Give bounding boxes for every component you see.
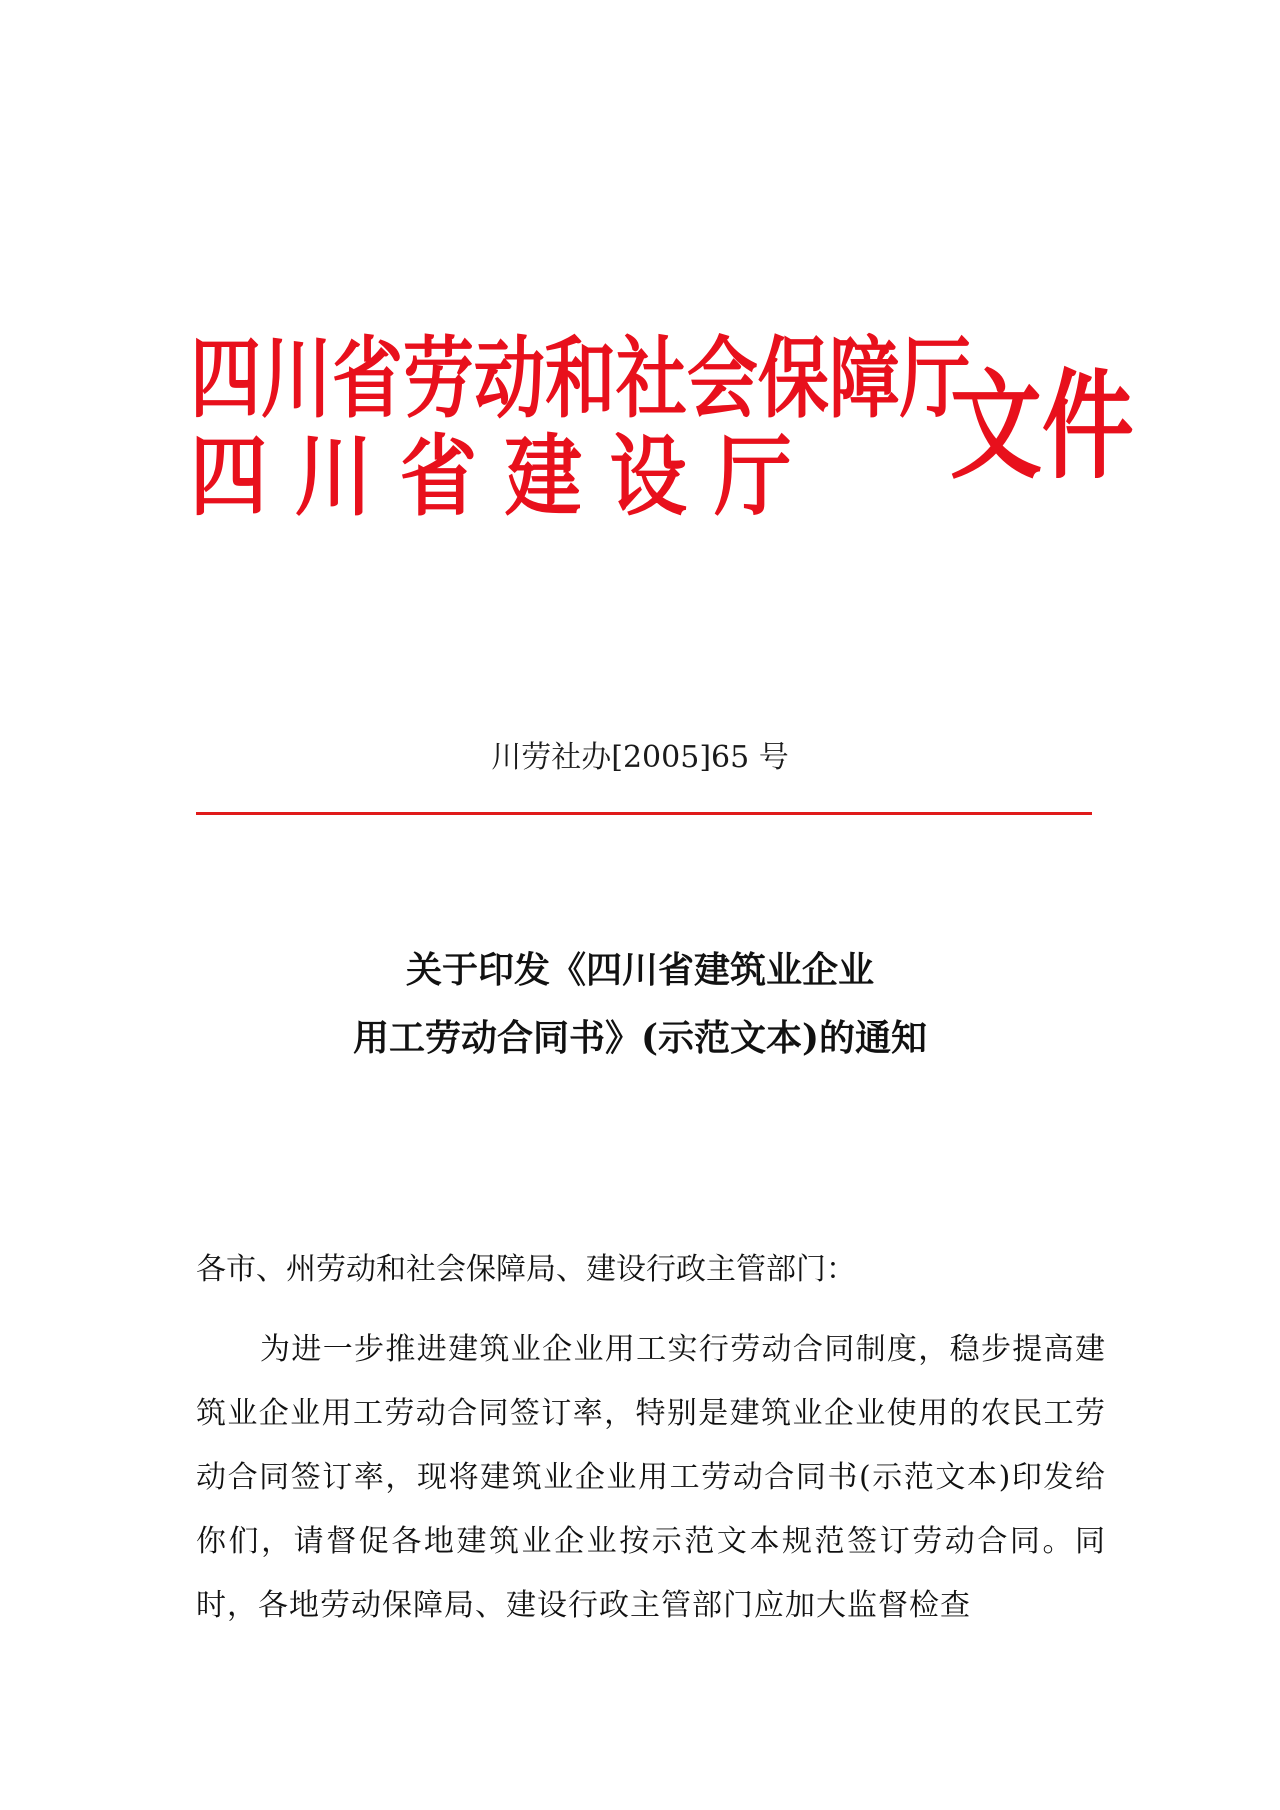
document-title-line-1: 关于印发《四川省建筑业企业 [405, 949, 874, 991]
salutation: 各市、州劳动和社会保障局、建设行政主管部门： [196, 1252, 856, 1287]
issuer-name-construction: 四川省建设厅 [190, 424, 820, 528]
document-number: 川劳社办[2005]65 号 [491, 740, 789, 775]
red-divider [196, 812, 1092, 815]
document-type-label: 文件 [950, 358, 1134, 496]
issuer-name-labor: 四川省劳动和社会保障厅 [190, 326, 971, 430]
masthead [190, 322, 1134, 532]
body-paragraph: 为进一步推进建筑业企业用工实行劳动合同制度，稳步提高建筑业企业用工劳动合同签订率，特别是建筑业企业使用的农民工劳动合同签订率，现将建筑业企业用工劳动合同书(示范文本)印发给你们，请督促各地建筑业企业按示范文本规范签订劳动合同。同时，各地劳动保障局、建设行政主管部门应加大监督检查 [196, 1332, 1106, 1623]
document-title-line-2: 用工劳动合同书》(示范文本)的通知 [352, 1017, 928, 1059]
